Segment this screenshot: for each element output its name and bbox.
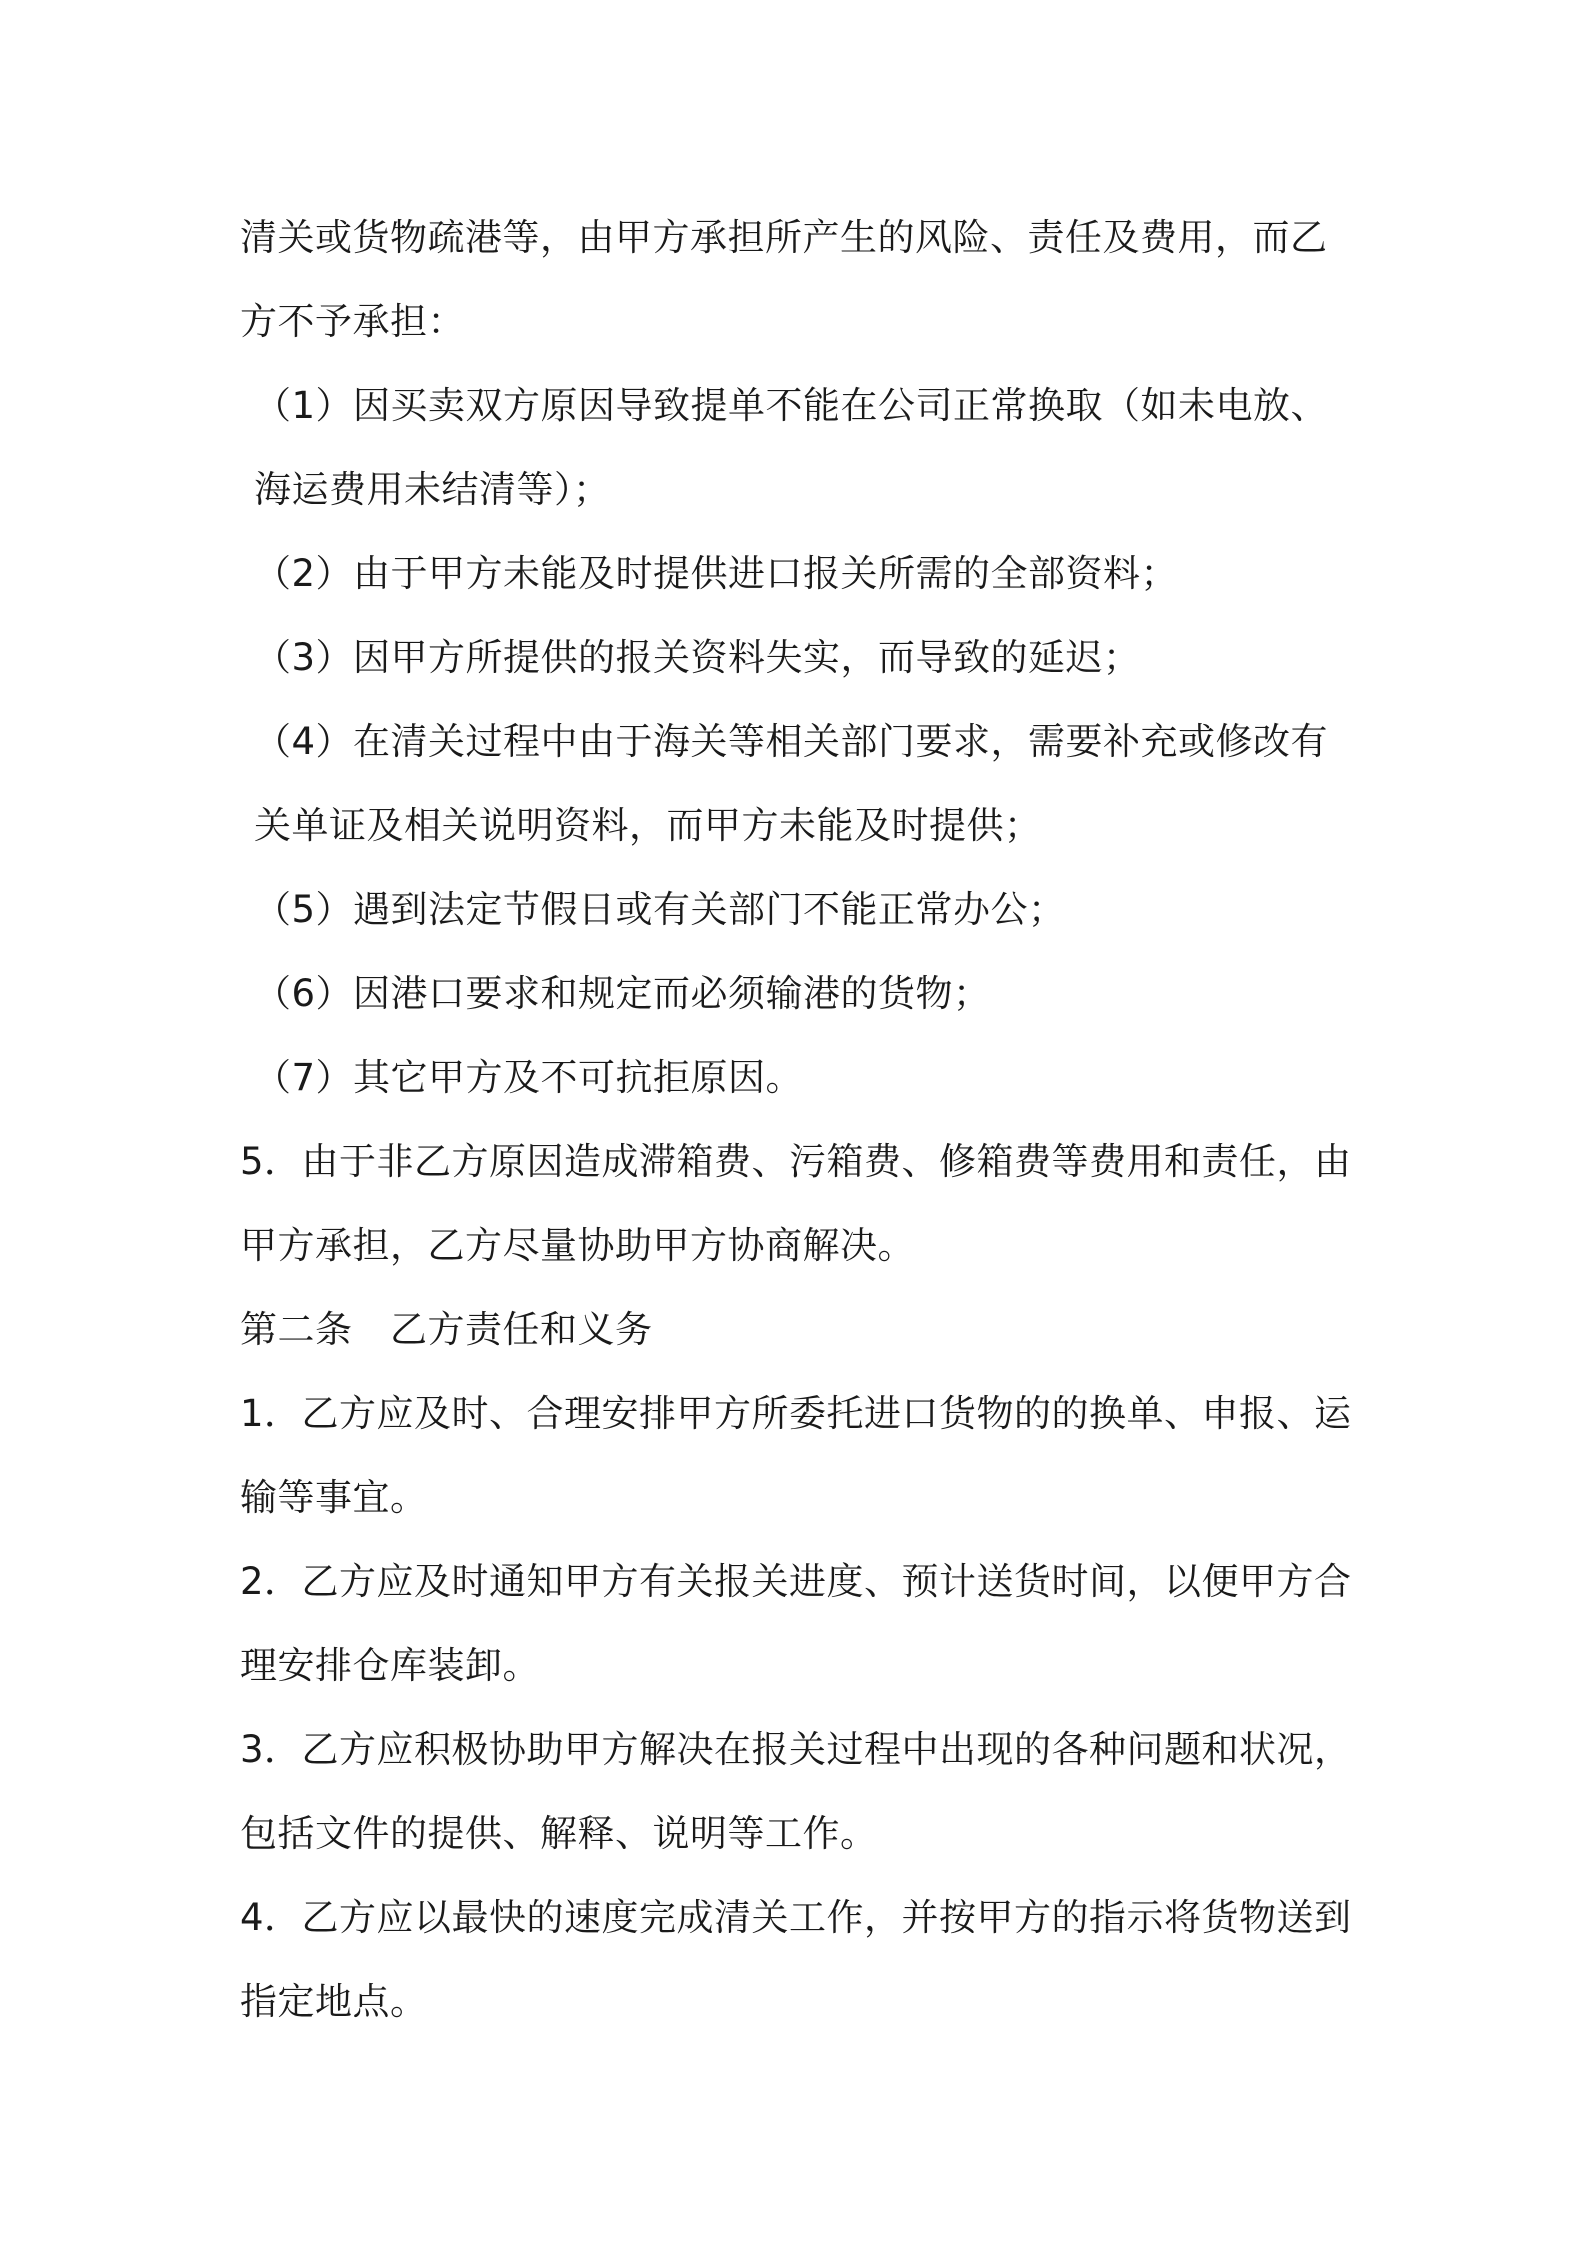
clause-5: 5．由于非乙方原因造成滞箱费、污箱费、修箱费等费用和责任，由甲方承担，乙方尽量协助甲方协商解决。 [240,1140,1352,1267]
obligation-2: 2．乙方应及时通知甲方有关报关进度、预计送货时间，以便甲方合理安排仓库装卸。 [240,1560,1352,1687]
list-item-1: （1）因买卖双方原因导致提单不能在公司正常换取（如未电放、海运费用未结清等）； [254,384,1329,511]
list-item-5: （5）遇到法定节假日或有关部门不能正常办公； [254,888,1066,931]
list-item-3: （3）因甲方所提供的报关资料失实，而导致的延迟； [254,636,1141,679]
list-item-7: （7）其它甲方及不可抗拒原因。 [254,1056,804,1099]
document-body [240,196,1360,2044]
list-item-6: （6）因港口要求和规定而必须输港的货物； [254,972,991,1015]
section-heading-article-2: 第二条 乙方责任和义务 [240,1308,653,1351]
paragraph-risk-intro: 清关或货物疏港等，由甲方承担所产生的风险、责任及费用，而乙方不予承担： [240,216,1328,343]
obligation-3: 3．乙方应积极协助甲方解决在报关过程中出现的各种问题和状况，包括文件的提供、解释、说明等工作。 [240,1728,1352,1855]
list-item-2: （2）由于甲方未能及时提供进口报关所需的全部资料； [254,552,1179,595]
obligation-1: 1．乙方应及时、合理安排甲方所委托进口货物的的换单、申报、运输等事宜。 [240,1392,1352,1519]
obligation-4: 4．乙方应以最快的速度完成清关工作，并按甲方的指示将货物送到指定地点。 [240,1896,1352,2023]
list-item-4: （4）在清关过程中由于海关等相关部门要求，需要补充或修改有关单证及相关说明资料，而甲方未能及时提供； [254,720,1329,847]
